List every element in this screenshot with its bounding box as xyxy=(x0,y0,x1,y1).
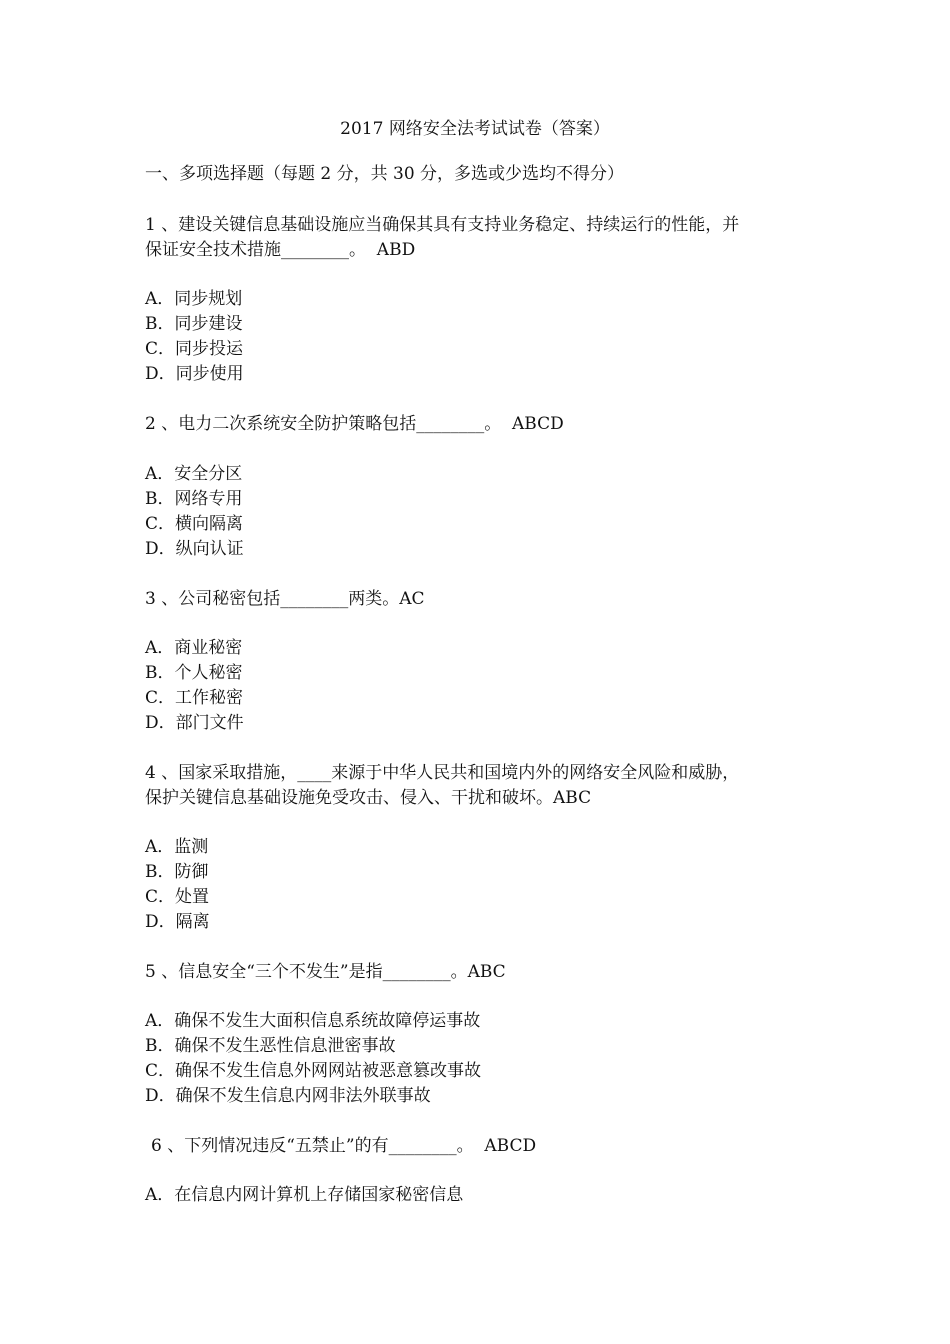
question-5-option-c: C．确保不发生信息外网网站被恶意篡改事故 xyxy=(145,1061,482,1081)
question-4-option-d: D．隔离 xyxy=(145,912,210,932)
question-2-option-c: C．横向隔离 xyxy=(145,514,244,534)
question-1-option-c: C．同步投运 xyxy=(145,339,244,359)
question-1-line-1: 1 、建设关键信息基础设施应当确保其具有支持业务稳定、持续运行的性能，并 xyxy=(145,215,740,235)
question-4-option-a: A．监测 xyxy=(145,837,209,857)
question-2-option-d: D．纵向认证 xyxy=(145,539,244,559)
question-2-option-b: B．网络专用 xyxy=(145,489,243,509)
question-5-option-b: B．确保不发生恶性信息泄密事故 xyxy=(145,1036,396,1056)
question-5-line-1: 5 、信息安全“三个不发生”是指________。ABC xyxy=(145,962,506,982)
question-1-line-2: 保证安全技术措施________。 ABD xyxy=(145,240,416,260)
question-4-line-1: 4 、国家采取措施，____来源于中华人民共和国境内外的网络安全风险和威胁， xyxy=(145,763,740,783)
question-5-option-d: D．确保不发生信息内网非法外联事故 xyxy=(145,1086,431,1106)
question-5-option-a: A．确保不发生大面积信息系统故障停运事故 xyxy=(145,1011,481,1031)
question-1-option-b: B．同步建设 xyxy=(145,314,243,334)
question-4-option-b: B．防御 xyxy=(145,862,209,882)
question-1-option-d: D．同步使用 xyxy=(145,364,244,384)
question-3-option-b: B．个人秘密 xyxy=(145,663,243,683)
question-6-option-a: A．在信息内网计算机上存储国家秘密信息 xyxy=(145,1185,464,1205)
question-3-option-d: D．部门文件 xyxy=(145,713,244,733)
page-title: 2017 网络安全法考试试卷（答案） xyxy=(340,119,610,139)
question-4-option-c: C．处置 xyxy=(145,887,210,907)
section-heading: 一、多项选择题（每题 2 分，共 30 分，多选或少选均不得分） xyxy=(145,164,625,184)
question-6-line-1: 6 、下列情况违反“五禁止”的有________。 ABCD xyxy=(151,1136,537,1156)
question-3-option-a: A．商业秘密 xyxy=(145,638,243,658)
question-2-line-1: 2 、电力二次系统安全防护策略包括________。 ABCD xyxy=(145,414,564,434)
question-3-line-1: 3 、公司秘密包括________两类。AC xyxy=(145,589,425,609)
question-2-option-a: A．安全分区 xyxy=(145,464,243,484)
question-3-option-c: C．工作秘密 xyxy=(145,688,244,708)
question-1-option-a: A．同步规划 xyxy=(145,289,243,309)
question-4-line-2: 保护关键信息基础设施免受攻击、侵入、干扰和破坏。ABC xyxy=(145,788,592,808)
